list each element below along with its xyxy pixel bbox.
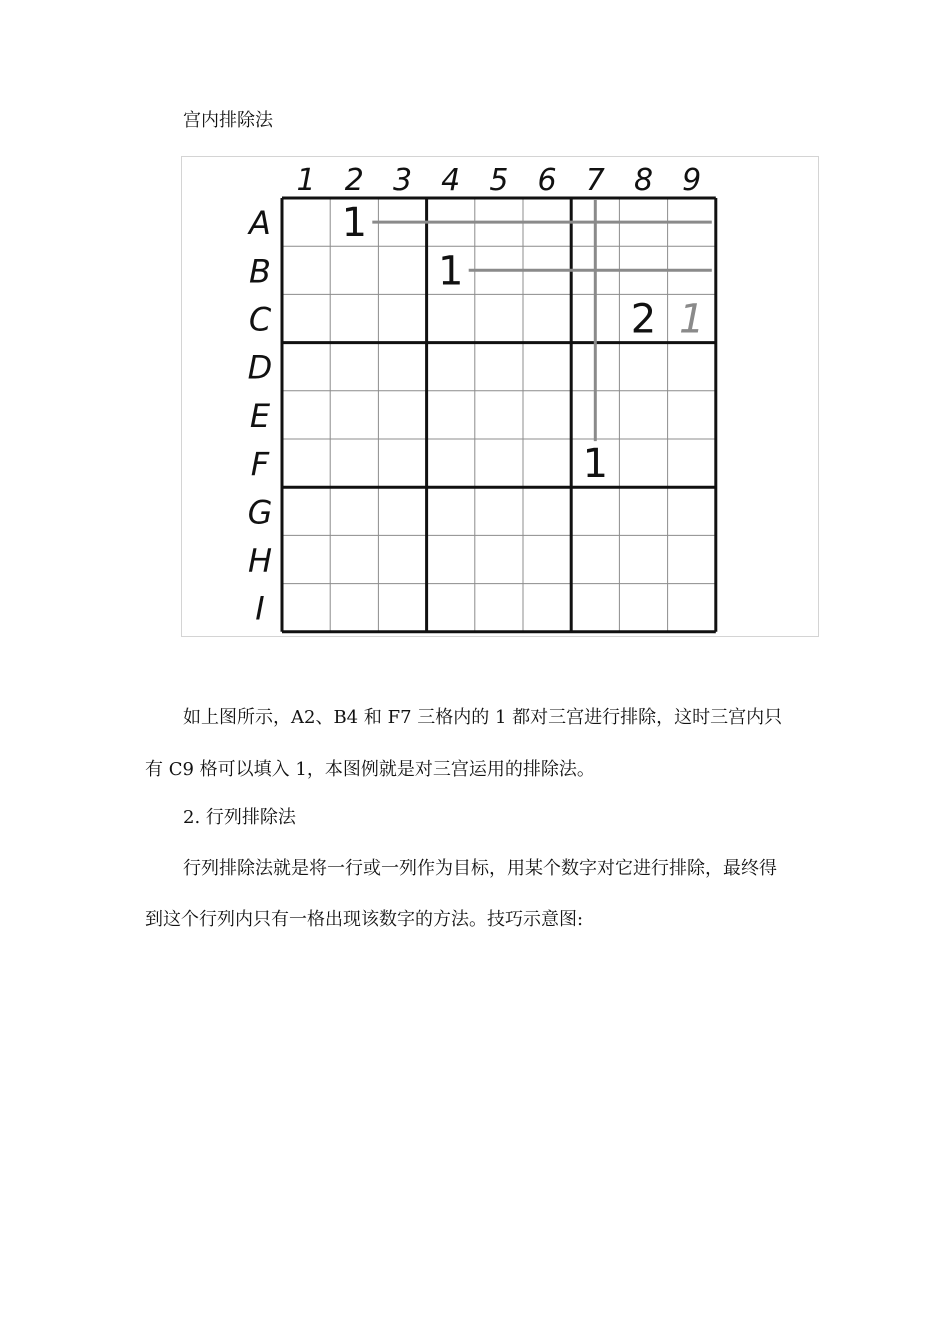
given-digit: 2 — [630, 296, 657, 343]
candidate-digit: 1 — [678, 296, 705, 343]
column-label: 6 — [537, 163, 557, 198]
row-label: E — [249, 396, 271, 435]
sudoku-grid — [182, 157, 818, 636]
sudoku-figure — [181, 156, 819, 637]
paragraph-2-line-1: 行列排除法就是将一行或一列作为目标，用某个数字对它进行排除，最终得 — [183, 858, 777, 879]
column-label: 9 — [682, 163, 702, 198]
row-label: C — [248, 300, 272, 339]
paragraph-1-line-2: 有 C9 格可以填入 1，本图例就是对三宫运用的排除法。 — [145, 759, 595, 780]
row-label: G — [247, 493, 273, 532]
row-label: H — [247, 541, 273, 580]
column-label: 8 — [633, 163, 654, 198]
column-label: 2 — [344, 163, 364, 198]
row-label: F — [250, 445, 270, 484]
section-title: 2. 行列排除法 — [183, 807, 296, 828]
given-digit: 1 — [341, 200, 368, 247]
given-digit: 1 — [582, 441, 609, 488]
section-heading: 宫内排除法 — [183, 110, 273, 131]
row-label: A — [249, 204, 271, 243]
row-label: I — [255, 589, 265, 628]
row-label: B — [249, 252, 271, 291]
given-digit: 1 — [437, 248, 464, 295]
column-label: 5 — [489, 163, 509, 198]
column-label: 7 — [585, 163, 605, 198]
paragraph-1-line-1: 如上图所示，A2、B4 和 F7 三格内的 1 都对三宫进行排除，这时三宫内只 — [183, 707, 783, 728]
paragraph-2-line-2: 到这个行列内只有一格出现该数字的方法。技巧示意图: — [145, 909, 584, 930]
column-label: 3 — [392, 163, 413, 198]
row-label: D — [247, 348, 273, 387]
column-label: 1 — [296, 163, 316, 198]
column-label: 4 — [441, 163, 461, 198]
